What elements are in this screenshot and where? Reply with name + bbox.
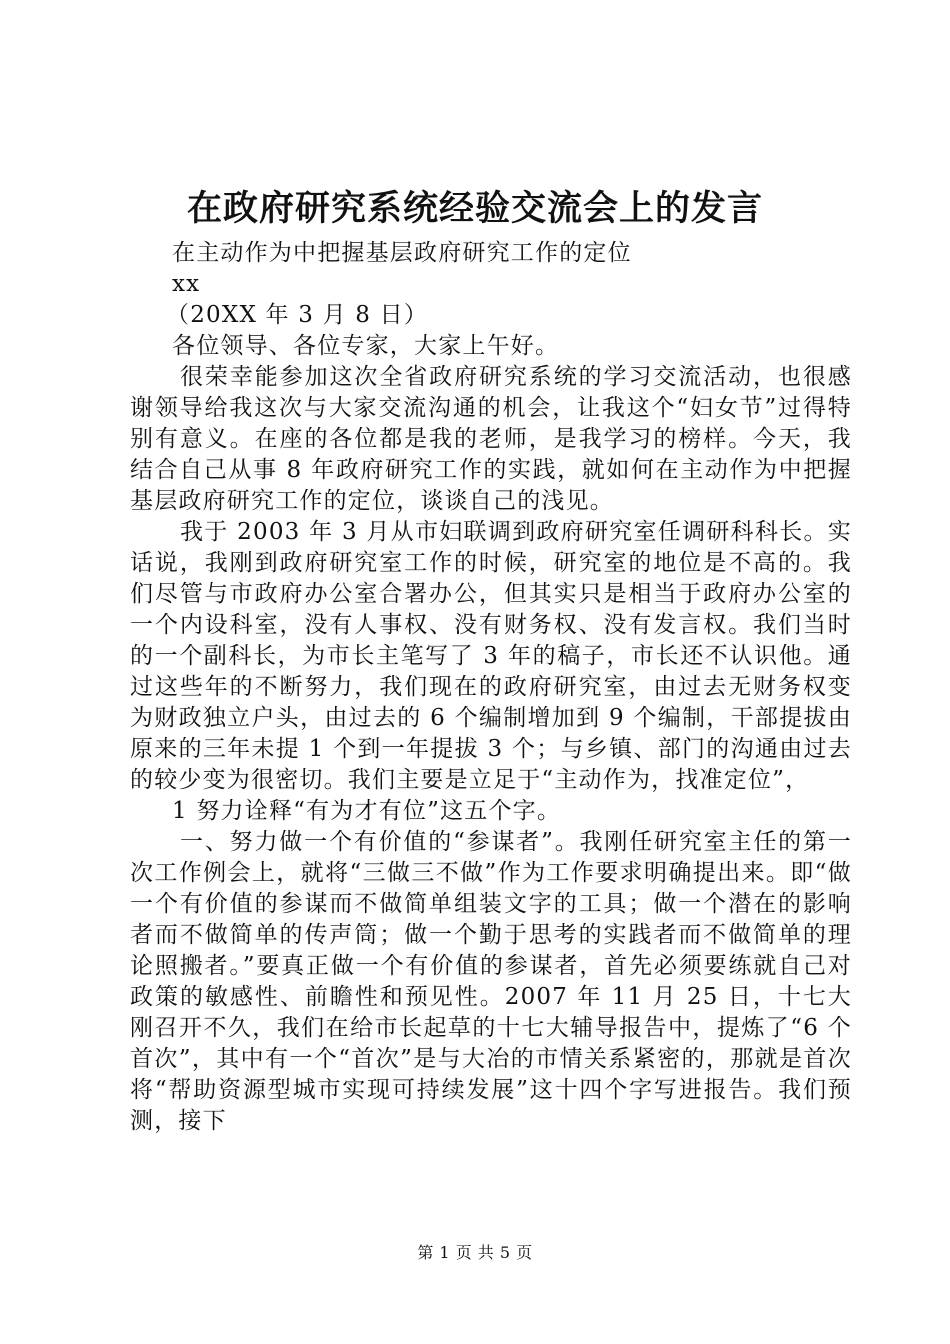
document-greeting: 各位领导、各位专家，大家上午好。 xyxy=(172,333,560,359)
document-subtitle: 在主动作为中把握基层政府研究工作的定位 xyxy=(172,240,632,266)
document-title: 在政府研究系统经验交流会上的发言 xyxy=(186,188,763,229)
paragraph-1: 很荣幸能参加这次全省政府研究系统的学习交流活动，也很感谢领导给我这次与大家交流沟通的机会，让我这个“妇女节”过得特别有意义。在座的各位都是我的老师，是我学习的榜样。今天，我结合自己从事 8 年政府研究工作的实践，就如何在主动作为中把握基层政府研究工作的定位，谈谈自己的浅见。 xyxy=(130,364,852,514)
document-author: xx xyxy=(172,271,201,297)
page-footer: 第 1 页 共 5 页 xyxy=(417,1243,533,1262)
document-body xyxy=(130,207,852,1137)
document-date: （20XX 年 3 月 8 日） xyxy=(166,302,429,328)
paragraph-4: 一、努力做一个有价值的“参谋者”。我刚任研究室主任的第一次工作例会上，就将“三做三不做”作为工作要求明确提出来。即“做一个有价值的参谋而不做简单组装文字的工具；做一个潜在的影响者而不做简单的传声筒；做一个勤于思考的实践者而不做简单的理论照搬者。”要真正做一个有价值的参谋者，首先必须要练就自己对政策的敏感性、前瞻性和预见性。2007 年 11 月 25 日，十七大刚召开不久，我们在给市长起草的十七大辅导报告中，提炼了“6 个首次”，其中有一个“首次”是与大冶的市情关系紧密的，那就是首次将“帮助资源型城市实现可持续发展”这十四个字写进报告。我们预测，接下 xyxy=(130,829,852,1134)
paragraph-3: 1 努力诠释“有为才有位”这五个字。 xyxy=(172,798,562,824)
paragraph-2: 我于 2003 年 3 月从市妇联调到政府研究室任调研科科长。实话说，我刚到政府研究室工作的时候，研究室的地位是不高的。我们尽管与市政府办公室合署办公，但其实只是相当于政府办公室的一个内设科室，没有人事权、没有财务权、没有发言权。我们当时的一个副科长，为市长主笔写了 3 年的稿子，市长还不认识他。通过这些年的不断努力，我们现在的政府研究室，由过去无财务权变为财政独立户头，由过去的 6 个编制增加到 9 个编制，干部提拔由原来的三年未提 1 个到一年提拔 3 个；与乡镇、部门的沟通由过去的较少变为很密切。我们主要是立足于“主动作为，找准定位”， xyxy=(130,519,852,793)
